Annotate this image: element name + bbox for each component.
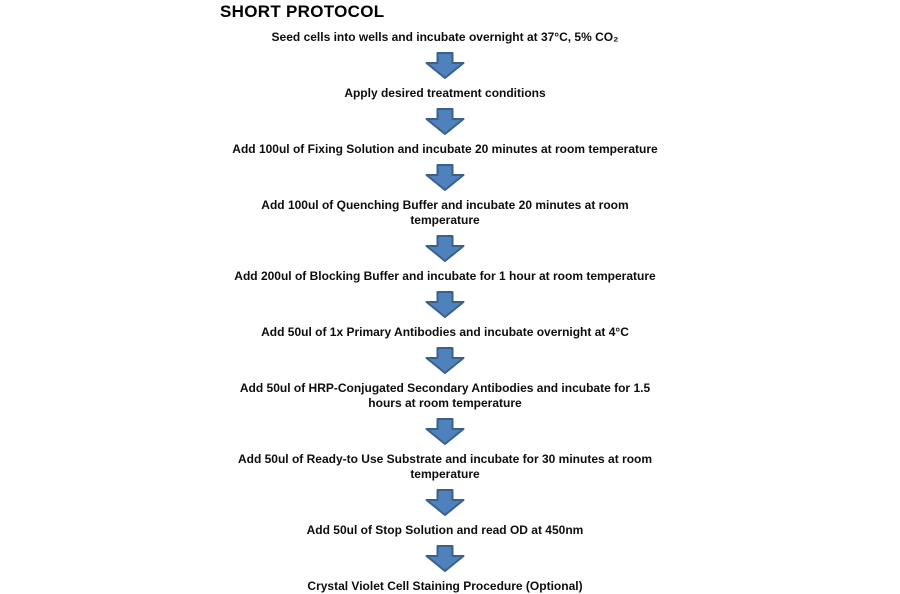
protocol-step-line: Add 50ul of 1x Primary Antibodies and incubate overnight at 4°C	[261, 325, 629, 339]
protocol-step-line: Add 50ul of Ready-to Use Substrate and incubate for 30 minutes at room	[237, 452, 653, 466]
protocol-step	[307, 523, 584, 538]
protocol-step-line: Crystal Violet Cell Staining Procedure (Optional)	[307, 579, 583, 593]
protocol-step-line: temperature	[410, 467, 480, 481]
protocol-step-line: temperature	[410, 213, 480, 227]
protocol-step-line: Add 50ul of HRP-Conjugated Secondary Antibodies and incubate for 1.5	[239, 381, 651, 395]
protocol-step	[307, 579, 582, 594]
down-arrow-icon	[425, 418, 465, 445]
protocol-step	[234, 269, 655, 284]
protocol-flowchart	[195, 30, 695, 594]
down-arrow-icon	[425, 347, 465, 374]
protocol-step	[240, 381, 650, 411]
protocol-step-line: Add 100ul of Fixing Solution and incubate 20 minutes at room temperature	[232, 142, 658, 156]
protocol-step-line: Add 50ul of Stop Solution and read OD at 450nm	[306, 523, 584, 537]
page-title: SHORT PROTOCOL	[220, 2, 385, 21]
protocol-step-line: Add 200ul of Blocking Buffer and incubate for 1 hour at room temperature	[234, 269, 656, 283]
protocol-step	[261, 325, 629, 340]
down-arrow-icon	[425, 235, 465, 262]
protocol-step	[238, 452, 652, 482]
down-arrow-icon	[425, 108, 465, 135]
protocol-step-line: Seed cells into wells and incubate overnight at 37°C, 5% CO₂	[271, 30, 619, 44]
down-arrow-icon	[425, 52, 465, 79]
protocol-step	[344, 86, 545, 101]
protocol-step	[232, 142, 657, 157]
protocol-step-line: hours at room temperature	[368, 396, 522, 410]
down-arrow-icon	[425, 291, 465, 318]
protocol-step-line: Apply desired treatment conditions	[344, 86, 546, 100]
protocol-step-line: Add 100ul of Quenching Buffer and incubate 20 minutes at room	[261, 198, 629, 212]
protocol-step	[261, 198, 628, 228]
down-arrow-icon	[425, 545, 465, 572]
down-arrow-icon	[425, 489, 465, 516]
down-arrow-icon	[425, 164, 465, 191]
protocol-step	[272, 30, 619, 45]
